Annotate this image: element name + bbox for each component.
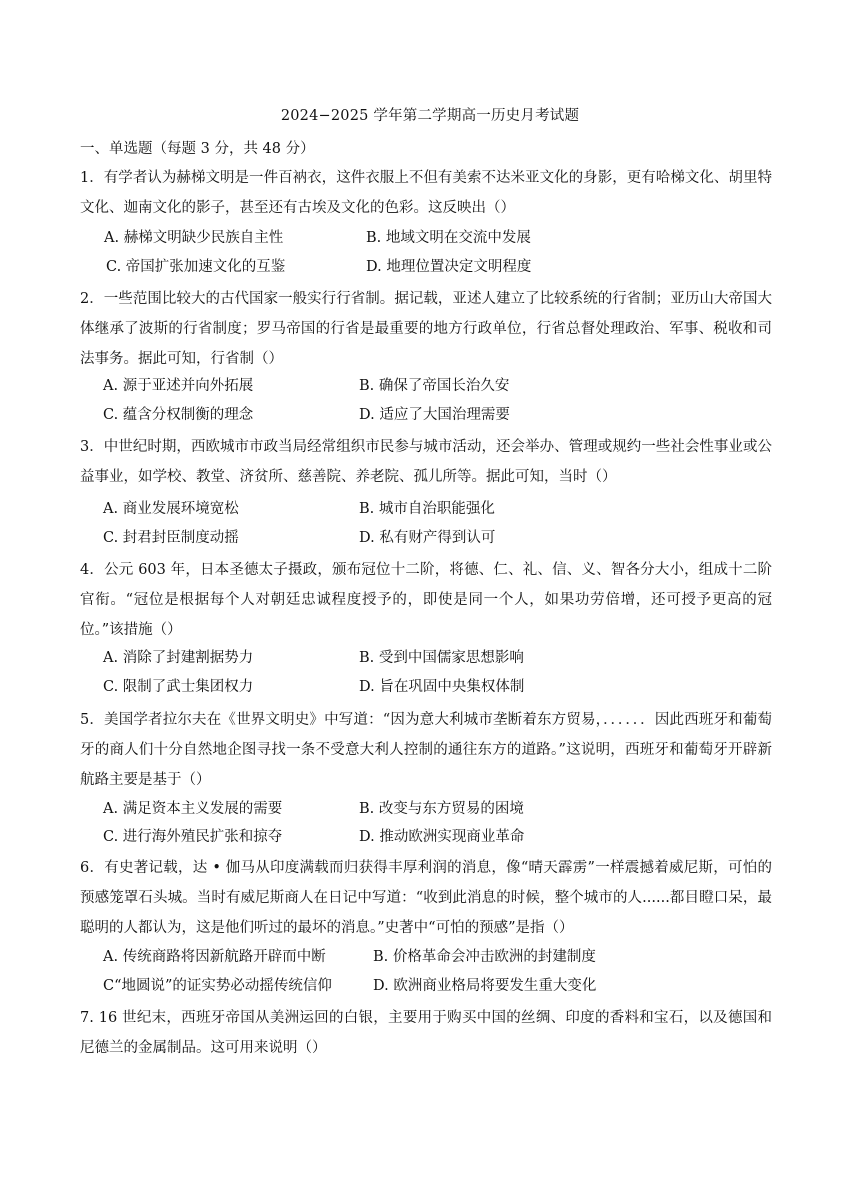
option-c[interactable]: C. 进行海外殖民扩张和掠夺 — [103, 829, 283, 845]
section-heading: 一、单选题（每题 3 分，共 48 分） — [80, 141, 315, 157]
question-stem: 3．中世纪时期，西欧城市市政当局经常组织市民参与城市活动，还会举办、管理或规约一些社会性事业或公益事业，如学校、教堂、济贫所、慈善院、养老院、孤儿所等。据此可知，当时（） — [80, 439, 772, 485]
option-a[interactable]: A. 赫梯文明缺少民族自主性 — [104, 230, 284, 246]
question-stem: 6．有史著记载，达 • 伽马从印度满载而归获得丰厚利润的消息，像“晴天霹雳”一样震撼着威尼斯，可怕的预感笼罩石头城。当时有威尼斯商人在日记中写道：“收到此消息的时候，整个城市的人......都目瞪口呆，最聪明的人都认为，这是他们听过的最坏的消息。”史著中“可怕的预感”是指（） — [80, 860, 772, 936]
options-row-1 — [103, 497, 803, 521]
options-row-2 — [103, 675, 803, 699]
option-d[interactable]: D. 推动欧洲实现商业革命 — [359, 829, 525, 845]
question-3 — [80, 432, 772, 492]
option-c[interactable]: C. 限制了武士集团权力 — [103, 679, 254, 695]
option-b[interactable]: B. 改变与东方贸易的困境 — [359, 801, 524, 817]
question-stem: 7. 16 世纪末，西班牙帝国从美洲运回的白银，主要用于购买中国的丝绸、印度的香料和宝石，以及德国和尼德兰的金属制品。这可用来说明（） — [80, 1010, 772, 1056]
option-b[interactable]: B. 城市自治职能强化 — [359, 501, 495, 517]
option-a[interactable]: A. 传统商路将因新航路开辟而中断 — [103, 949, 326, 965]
options-row-1 — [103, 374, 803, 398]
option-a[interactable]: A. 满足资本主义发展的需要 — [103, 801, 283, 817]
question-2 — [80, 284, 772, 374]
options-row-2 — [106, 255, 806, 279]
options-row-2 — [103, 974, 803, 998]
option-d[interactable]: D. 旨在巩固中央集权体制 — [359, 679, 525, 695]
option-b[interactable]: B. 地域文明在交流中发展 — [366, 230, 531, 246]
question-stem: 2．一些范围比较大的古代国家一般实行行省制。据记载，亚述人建立了比较系统的行省制；亚历山大帝国大体继承了波斯的行省制度；罗马帝国的行省是最重要的地方行政单位，行省总督处理政治、军事、税收和司法事务。据此可知，行省制（） — [80, 291, 772, 367]
option-d[interactable]: D. 欧洲商业格局将要发生重大变化 — [373, 978, 597, 994]
option-c[interactable]: C“地圆说”的证实势必动摇传统信仰 — [103, 978, 332, 994]
question-5 — [80, 705, 772, 795]
options-row-1 — [103, 797, 803, 821]
question-6 — [80, 853, 772, 943]
option-b[interactable]: B. 确保了帝国长治久安 — [359, 378, 510, 394]
option-a[interactable]: A. 源于亚述并向外拓展 — [103, 378, 254, 394]
option-a[interactable]: A. 商业发展环境宽松 — [103, 501, 239, 517]
question-stem: 1．有学者认为赫梯文明是一件百衲衣，这件衣服上不但有美索不达米亚文化的身影，更有哈梯文化、胡里特文化、迦南文化的影子，甚至还有古埃及文化的色彩。这反映出（） — [80, 170, 772, 216]
exam-title: 2024−2025 学年第二学期高一历史月考试题 — [280, 108, 580, 124]
options-row-1 — [104, 226, 804, 250]
options-row-2 — [103, 403, 803, 427]
option-b[interactable]: B. 受到中国儒家思想影响 — [359, 650, 524, 666]
question-4 — [80, 555, 772, 645]
option-c[interactable]: C. 蕴含分权制衡的理念 — [103, 407, 254, 423]
option-d[interactable]: D. 地理位置决定文明程度 — [366, 259, 532, 275]
option-c[interactable]: C. 封君封臣制度动摇 — [103, 530, 239, 546]
question-stem: 4．公元 603 年，日本圣德太子摄政，颁布冠位十二阶，将德、仁、礼、信、义、智各分大小，组成十二阶官衔。“冠位是根据每个人对朝廷忠诚程度授予的，即使是同一个人，如果功劳倍增，还可授予更高的冠位。”该措施（） — [80, 562, 772, 638]
options-row-1 — [103, 945, 803, 969]
question-stem: 5．美国学者拉尔夫在《世界文明史》中写道：“因为意大利城市垄断着东方贸易，．．．．．．因此西班牙和葡萄牙的商人们十分自然地企图寻找一条不受意大利人控制的通往东方的道路。”这说明，西班牙和葡萄牙开辟新航路主要是基于（） — [80, 712, 772, 788]
option-b[interactable]: B. 价格革命会冲击欧洲的封建制度 — [373, 949, 596, 965]
option-c[interactable]: C. 帝国扩张加速文化的互鉴 — [106, 259, 286, 275]
options-row-2 — [103, 825, 803, 849]
options-row-2 — [103, 526, 803, 550]
option-d[interactable]: D. 适应了大国治理需要 — [359, 407, 510, 423]
option-d[interactable]: D. 私有财产得到认可 — [359, 530, 496, 546]
options-row-1 — [103, 646, 803, 670]
question-1 — [80, 163, 772, 223]
option-a[interactable]: A. 消除了封建割据势力 — [103, 650, 254, 666]
question-7 — [80, 1003, 772, 1063]
